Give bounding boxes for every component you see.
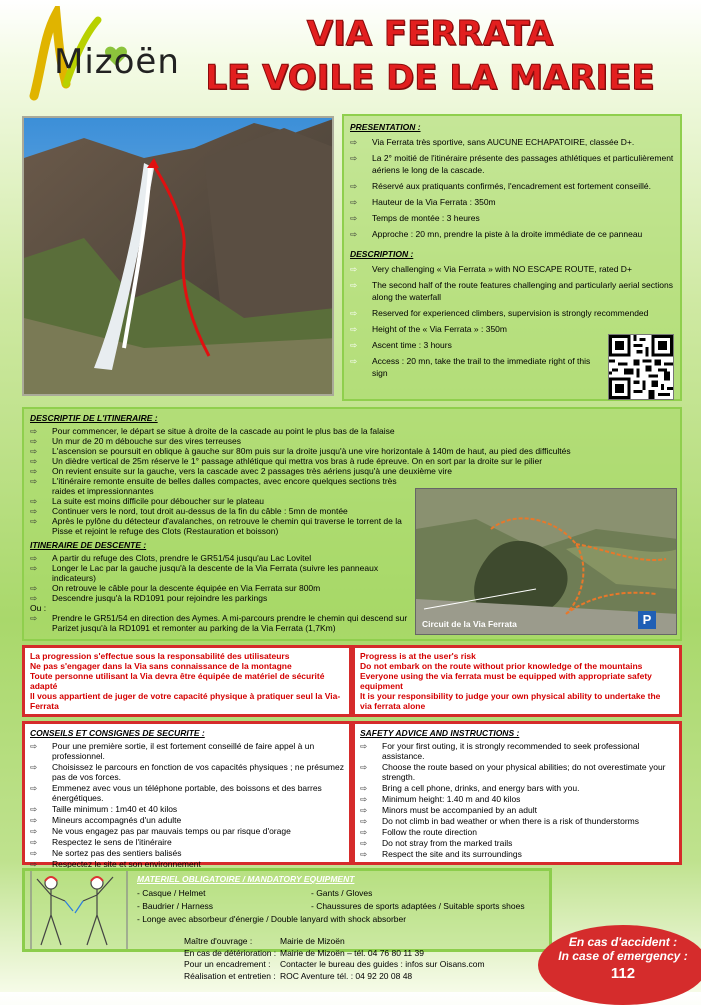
list-item: ⇨ Mineurs accompagnés d'un adulte [30,815,182,825]
safety-heading: SAFETY ADVICE AND INSTRUCTIONS : [360,728,520,738]
arrow-icon: ⇨ [350,181,358,191]
list-item: ⇨ Descendre jusqu'à la RD1091 pour rejoindre les parkings [30,593,268,603]
arrow-icon: ⇨ [350,197,358,207]
conseils-heading: CONSEILS ET CONSIGNES DE SECURITE : [30,728,205,738]
list-item: ⇨ Respectez le site et son environnement [30,859,201,869]
arrow-icon: ⇨ [360,827,368,837]
arrow-icon: ⇨ [30,613,38,623]
arrow-icon: ⇨ [350,153,358,163]
mizoen-logo [14,6,184,102]
safety-advice-en [352,721,682,865]
arrow-icon: ⇨ [360,762,368,772]
contact-row: Maître d'ouvrage : Mairie de Mizoën [184,936,345,946]
list-item: ⇨ Ascent time : 3 hours [350,340,452,350]
arrow-icon: ⇨ [350,137,358,147]
arrow-icon: ⇨ [30,815,38,825]
list-item: ⇨ Taille minimum : 1m40 et 40 kilos [30,804,178,814]
list-item: ⇨ Un dièdre vertical de 25m réserve le 1° passage athlétique qui mettra vos bras à rude épreuve. On en sort par la droite sur le pilier [30,456,543,466]
descent-heading: ITINERAIRE DE DESCENTE : [30,540,147,550]
parking-icon: P [638,611,656,629]
arrow-icon: ⇨ [30,762,38,772]
arrow-icon: ⇨ [30,859,38,869]
equipment-col-1: - Casque / Helmet - Baudrier / Harness - Longe avec absorbeur d'énergie / Double lanyard with shock absorber [137,888,407,924]
list-item: ⇨ On retrouve le câble pour la descente équipée en Via Ferrata sur 800m [30,583,321,593]
list-item: ⇨ For your first outing, it is strongly recommended to seek professional assistance. [360,741,640,761]
arrow-icon: ⇨ [30,783,38,793]
arrow-icon: ⇨ [360,805,368,815]
safety-advice-fr [22,721,352,869]
arrow-icon: ⇨ [30,476,38,486]
arrow-icon: ⇨ [350,280,358,290]
equipment-col-2: - Gants / Gloves - Chaussures de sports adaptées / Suitable sports shoes [311,888,525,911]
arrow-icon: ⇨ [30,436,38,446]
equipment-heading: MATERIEL OBLIGATOIRE / MANDATORY EQUIPMENT [137,874,355,884]
emergency-number[interactable]: 112 [610,965,636,982]
arrow-icon: ⇨ [30,496,38,506]
climber-illustration-icon [27,871,135,949]
arrow-icon: ⇨ [30,563,38,573]
arrow-icon: ⇨ [350,356,358,366]
list-item: ⇨ Après le pylône du détecteur d'avalanches, on retrouve le chemin qui traverse le torrent de la Pisse et rejoint le refuge des Clots (Restauration et boisson) [30,516,402,536]
warning-fr: La progression s'effectue sous la responsabilité des utilisateurs Ne pas s'engager dans la Via sans connaissance de la montagne Toute personne utilisant la Via devra être équipée de matériel de sécurité adapté Il vous appartient de juger de votre capacité physique à pratiquer seul la Via-Ferrata [22,645,352,717]
waterfall-photo [22,116,334,396]
list-item: ⇨ L'ascension se poursuit en oblique à gauche sur 80m puis sur la droite jusqu'à une vire horizontale à 140m de haut, au pied des difficultés [30,446,571,456]
arrow-icon: ⇨ [360,849,368,859]
arrow-icon: ⇨ [350,264,358,274]
page-title: VIA FERRATA [306,14,554,54]
arrow-icon: ⇨ [360,838,368,848]
list-item: ⇨ Choisissez le parcours en fonction de vos capacités physiques ; ne présumez pas de vos forces. [30,762,344,782]
emergency-en: In case of emergency : [558,949,688,963]
description-heading: DESCRIPTION : [350,249,414,259]
page-subtitle: LE VOILE DE LA MARIEE [205,58,655,98]
arrow-icon: ⇨ [350,308,358,318]
arrow-icon: ⇨ [350,229,358,239]
arrow-icon: ⇨ [30,593,38,603]
list-item: ⇨ Choose the route based on your physical abilities; do not overestimate your strength. [360,762,666,782]
itinerary-heading: DESCRIPTIF DE L'ITINERAIRE : [30,413,158,423]
arrow-icon: ⇨ [30,506,38,516]
presentation-heading: PRESENTATION : [350,122,421,132]
contact-info [184,936,524,983]
list-item: ⇨ La suite est moins difficile pour déboucher sur le plateau [30,496,264,506]
list-item: ⇨ Temps de montée : 3 heures [350,213,480,223]
list-item: ⇨ L'itinéraire remonte ensuite de belles dalles compactes, avec encore quelques sections très raides et impressionnantes [30,476,397,496]
contact-row: Réalisation et entretien : ROC Aventure tél. : 04 92 20 08 48 [184,971,413,982]
arrow-icon: ⇨ [30,837,38,847]
list-item: ⇨ Pour commencer, le départ se situe à droite de la cascade au point le plus bas de la falaise [30,426,395,436]
arrow-icon: ⇨ [30,741,38,751]
list-item: ⇨ Access : 20 mn, take the trail to the immediate right of this sign [350,356,591,378]
list-item: ⇨ Do not climb in bad weather or when there is a risk of thunderstorms [360,816,640,826]
list-item: ⇨ Ne vous engagez pas par mauvais temps ou par risque d'orage [30,826,291,836]
list-item: ⇨ On revient ensuite sur la gauche, vers la cascade avec 2 passages très aériens jusqu'à une deuxième vire [30,466,452,476]
list-item: ⇨ The second half of the route features challenging and particularly aerial sections along the waterfall [350,280,673,302]
arrow-icon: ⇨ [360,783,368,793]
arrow-icon: ⇨ [30,826,38,836]
arrow-icon: ⇨ [350,340,358,350]
arrow-icon: ⇨ [360,816,368,826]
list-item: ⇨ Pour une première sortie, il est fortement conseillé de faire appel à un professionnel. [30,741,315,761]
list-item: ⇨ Prendre le GR51/54 en direction des Aymes. A mi-parcours prendre le chemin qui descend sur Parizet jusqu'à la RD1091 et remonter au parking de la Via Ferrata (1,7Km) [30,613,408,633]
list-item: ⇨ Follow the route direction [360,827,477,837]
arrow-icon: ⇨ [30,553,38,563]
route-map [415,488,677,635]
list-item: ⇨ Bring a cell phone, drinks, and energy bars with you. [360,783,580,793]
list-item: ⇨ Emmenez avec vous un téléphone portable, des boissons et des barres énergétiques. [30,783,322,803]
list-item: ⇨ Longer le Lac par la gauche jusqu'à la descente de la Via Ferrata (suivre les panneaux indicateurs) [30,563,379,583]
arrow-icon: ⇨ [30,804,38,814]
arrow-icon: ⇨ [30,466,38,476]
list-item: ⇨ Hauteur de la Via Ferrata : 350m [350,197,496,207]
list-item: ⇨ Minimum height: 1.40 m and 40 kilos [360,794,521,804]
warning-en: Progress is at the user's risk Do not embark on the route without prior knowledge of the mountains Everyone using the via ferrata must be equipped with appropriate safety equipment It is your responsibility to judge your own physical ability to undertake the via ferrata alone [352,645,682,717]
list-item: ⇨ Minors must be accompanied by an adult [360,805,537,815]
arrow-icon: ⇨ [350,324,358,334]
list-item: ⇨ Height of the « Via Ferrata » : 350m [350,324,507,334]
list-item: ⇨ Ne sortez pas des sentiers balisés [30,848,182,858]
list-item: ⇨ Respect the site and its surroundings [360,849,522,859]
arrow-icon: ⇨ [30,426,38,436]
list-item: ⇨ Reserved for experienced climbers, supervision is strongly recommended [350,308,649,318]
arrow-icon: ⇨ [360,794,368,804]
arrow-icon: ⇨ [350,213,358,223]
list-item: ⇨ Respectez le sens de l'itinéraire [30,837,172,847]
emergency-fr: En cas d'accident : [568,935,678,949]
list-item: ⇨ Continuer vers le nord, tout droit au-dessus de la fin du câble : 5mn de montée [30,506,348,516]
list-item: ⇨ Via Ferrata très sportive, sans AUCUNE ECHAPATOIRE, classée D+. [350,137,635,147]
list-item: ⇨ Un mur de 20 m débouche sur des vires terreuses [30,436,241,446]
contact-row: Pour un encadrement : Contacter le bureau des guides : infos sur Oisans.com [184,959,485,970]
map-label: Circuit de la Via Ferrata [422,619,517,629]
arrow-icon: ⇨ [30,446,38,456]
list-item: ⇨ Réservé aux pratiquants confirmés, l'encadrement est fortement conseillé. [350,181,651,191]
contact-row: En cas de détérioration : Mairie de Mizoën – tél. 04 76 80 11 39 [184,947,424,958]
qr-code-icon[interactable] [608,334,674,400]
brand-name: Mizoën [54,42,180,82]
or-label: Ou : [30,603,47,613]
arrow-icon: ⇨ [30,848,38,858]
arrow-icon: ⇨ [360,741,368,751]
list-item: ⇨ La 2° moitié de l'itinéraire présente des passages athlétiques et particulièrement aériens le long de la cascade. [350,153,674,175]
list-item: ⇨ Do not stray from the marked trails [360,838,513,848]
list-item: ⇨ Very challenging « Via Ferrata » with NO ESCAPE ROUTE, rated D+ [350,264,632,274]
emergency-badge [538,925,701,1005]
list-item: ⇨ A partir du refuge des Clots, prendre le GR51/54 jusqu'au Lac Lovitel [30,553,312,563]
list-item: ⇨ Approche : 20 mn, prendre la piste à la droite immédiate de ce panneau [350,229,643,239]
arrow-icon: ⇨ [30,516,38,526]
arrow-icon: ⇨ [30,456,38,466]
arrow-icon: ⇨ [30,583,38,593]
